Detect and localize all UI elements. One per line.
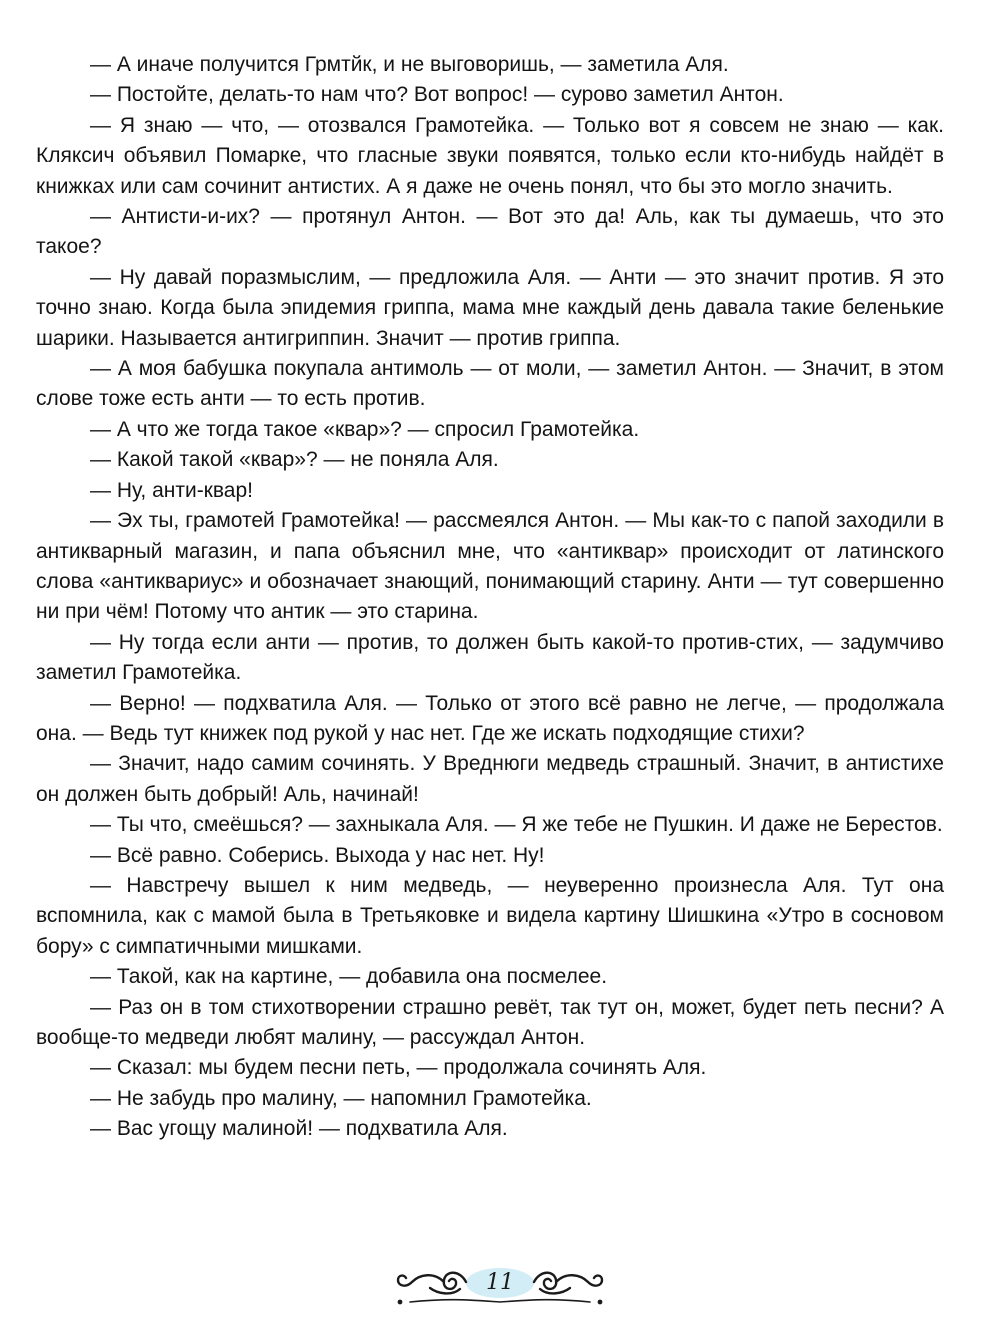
paragraph: — Не забудь про малину, — напомнил Грамотейка. [90,1086,592,1110]
paragraph: — Ну тогда если анти — против, то должен быть какой-то против-стих, — задумчиво заметил Грамотейка. [36,630,944,685]
paragraph: — Раз он в том стихотворении страшно ревёт, так тут он, может, будет петь песни? А вообще-то медведи любят малину, — рассуждал Антон. [36,995,944,1049]
paragraph: — Значит, надо самим сочинять. У Вреднюги медведь страшный. Значит, в антистихе он должен быть добрый! Аль, начинай! [36,752,944,806]
paragraph: — Постойте, делать-то нам что? Вот вопрос! — сурово заметил Антон. [90,83,784,107]
paragraph: — Такой, как на картине, — добавила она посмелее. [90,965,608,989]
paragraph: — Ну, анти-квар! [90,478,253,502]
paragraph: — Эх ты, грамотей Грамотейка! — рассмеялся Антон. — Мы как-то с папой заходили в антикварный магазин, и папа объяснил мне, что «антиквар» происходит от латинского слова «антиквариус» и обозначает знающий, понимающий старину. Анти — тут совершенно ни при чём! Потому что антик — это старина. [36,509,944,624]
paragraph: — Ну давай поразмыслим, — предложила Аля. — Анти — это значит против. Я это точно знаю. Когда была эпидемия гриппа, мама мне каждый день давала такие беленькие шарики. Называется антигриппин. Значит — против гриппа. [36,265,944,350]
paragraph: — А иначе получится Грмтйк, и не выговоришь, — заметила Аля. [90,53,729,76]
body-text [36,50,944,1145]
paragraph: — Навстречу вышел к ним медведь, — неуверенно произнесла Аля. Тут она вспомнила, как с мамой была в Третьяковке и видела картину Шишкина «Утро в сосновом бору» с симпатичными мишками. [36,873,944,958]
paragraph: — Всё равно. Соберись. Выхода у нас нет. Ну! [90,843,545,867]
paragraph: — Сказал: мы будем песни петь, — продолжала сочинять Аля. [90,1056,707,1080]
paragraph: — Вас угощу малиной! — подхватила Аля. [90,1117,508,1141]
page-number: 11 [486,1270,514,1295]
paragraph: — А что же тогда такое «квар»? — спросил Грамотейка. [90,417,640,441]
paragraph: — Какой такой «квар»? — не поняла Аля. [90,448,499,472]
paragraph: — Я знаю — что, — отозвался Грамотейка. — Только вот я совсем не знаю — как. Кляксич объявил Помарке, что гласные звуки появятся, только если кто-нибудь найдёт в книжках или сам сочинит антистих. А я даже не очень понял, что бы это могло значить. [36,113,944,198]
paragraph: — Ты что, смеёшься? — захныкала Аля. — Я же тебе не Пушкин. И даже не Берестов. [90,813,943,837]
paragraph: — А моя бабушка покупала антимоль — от моли, — заметил Антон. — Значит, в этом слове тоже есть анти — то есть против. [36,357,944,411]
paragraph: — Антисти-и-их? — протянул Антон. — Вот это да! Аль, как ты думаешь, что это такое? [36,205,944,259]
paragraph: — Верно! — подхватила Аля. — Только от этого всё равно не легче, — продолжала она. — Ведь тут книжек под рукой у нас нет. Где же искать подходящие стихи? [36,691,944,745]
page-footer [0,1262,1000,1308]
